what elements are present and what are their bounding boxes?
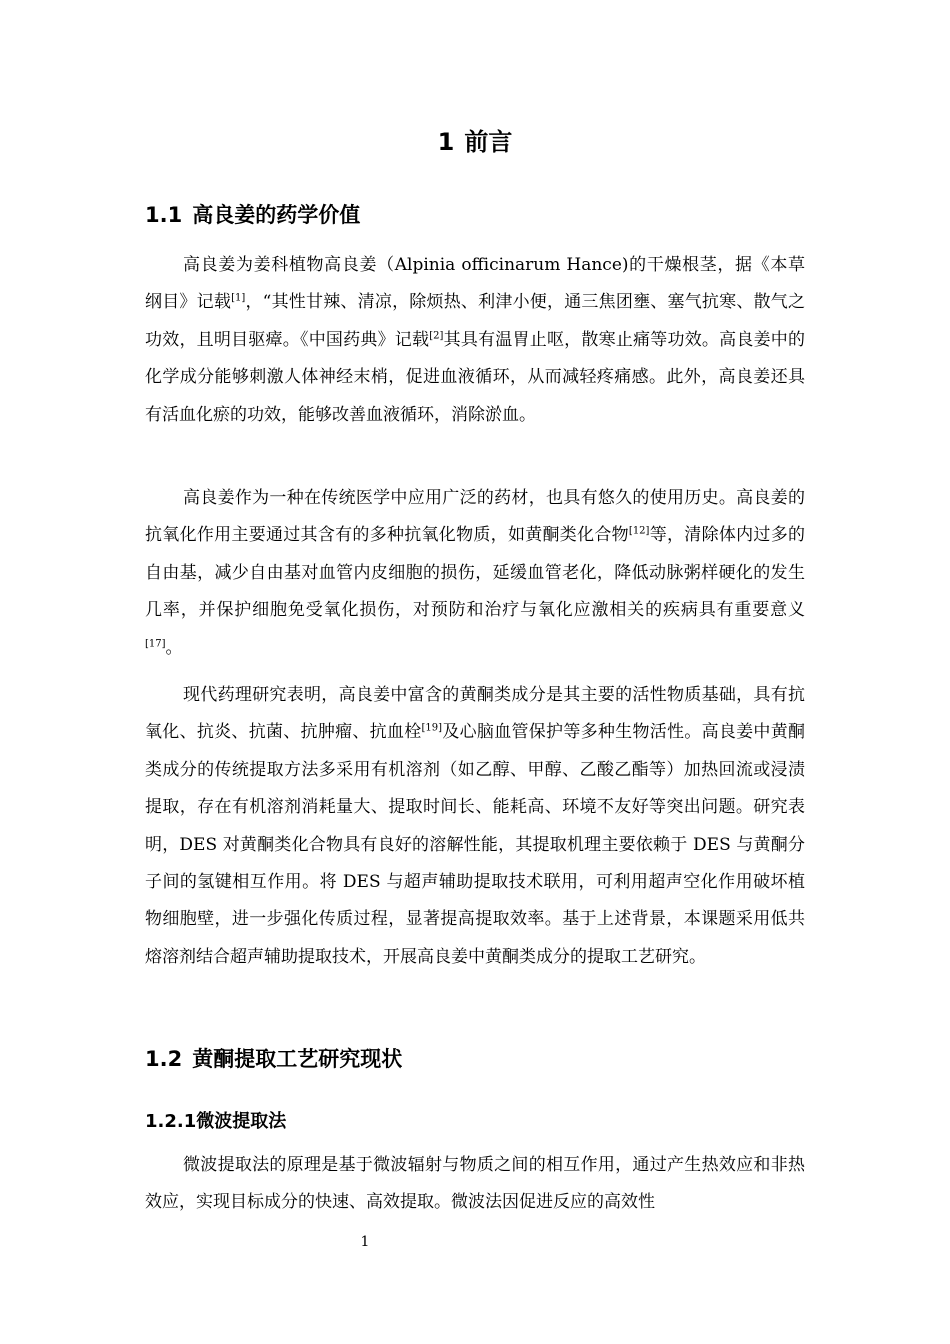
citation-ref: [12]	[628, 525, 650, 537]
paragraph-3	[145, 677, 805, 976]
paragraph-text: 现代药理研究表明，高良姜中富含的黄酮类成分是其主要的活性物质基础，具有抗氧化、抗炎、抗菌、抗肿瘤、抗血栓	[145, 685, 805, 743]
citation-ref: [17]	[145, 637, 166, 649]
section-number: 1.1	[145, 203, 183, 227]
paragraph-text: 高良姜作为一种在传统医学中应用广泛的药材，也具有悠久的使用历史。高良姜的抗氧化作用主要通过其含有的多种抗氧化物质，如黄酮类化合物	[145, 488, 805, 546]
paragraph-text: 。	[165, 637, 183, 658]
section-number: 1.2	[145, 1047, 183, 1071]
citation-ref: [19]	[421, 722, 443, 734]
paragraph-2	[145, 480, 805, 667]
paragraph-text: 及心脑血管保护等多种生物活性。高良姜中黄酮类成分的传统提取方法多采用有机溶剂（如乙醇、甲醇、乙酸乙酯等）加热回流或浸渍提取，存在有机溶剂消耗量大、提取时间长、能耗高、环境不友好等突出问题。研究表明，DES 对黄酮类化合物具有良好的溶解性能，其提取机理主要依赖于 DES 与黄酮分子间的氢键相互作用。将 DES 与超声辅助提取技术联用，可利用超声空化作用破坏植物细胞壁，进一步强化传质过程，显著提高提取效率。基于上述背景，本课题采用低共熔溶剂结合超声辅助提取技术，开展高良姜中黄酮类成分的提取工艺研究。	[145, 722, 806, 967]
section-title: 高良姜的药学价值	[192, 203, 361, 227]
citation-ref: [2]	[429, 330, 444, 342]
paragraph-4	[145, 1147, 805, 1222]
chapter-number: 1	[437, 128, 455, 156]
paragraph-text: 其具有温胃止呕，散寒止痛等功效。高良姜中的化学成分能够刺激人体神经末梢，促进血液循环，从而减轻疼痛感。此外，高良姜还具有活血化瘀的功效，能够改善血液循环，消除淤血。	[145, 329, 806, 425]
section-title: 黄酮提取工艺研究现状	[192, 1047, 403, 1071]
subsection-title: 微波提取法	[196, 1111, 287, 1132]
paragraph-text: ，“其性甘辣、清凉，除烦热、利津小便，通三焦团壅、塞气抗寒、散气之功效，且明目驱瘴。《中国药典》记载	[145, 292, 805, 350]
paragraph-text: 微波提取法的原理是基于微波辐射与物质之间的相互作用，通过产生热效应和非热效应，实现目标成分的快速、高效提取。微波法因促进反应的高效性	[145, 1155, 805, 1213]
subsection-heading-1-2-1	[145, 1107, 286, 1137]
chapter-title: 前言	[464, 128, 513, 156]
citation-ref: [1]	[231, 292, 246, 304]
section-heading-1-1	[145, 198, 360, 232]
paragraph-text: 等，清除体内过多的自由基，减少自由基对血管内皮细胞的损伤，延缓血管老化，降低动脉粥样硬化的发生几率，并保护细胞免受氧化损伤，对预防和治疗与氧化应激相关的疾病具有重要意义	[145, 525, 805, 621]
page-number: 1	[360, 1234, 370, 1250]
subsection-number: 1.2.1	[145, 1111, 197, 1132]
chapter-heading	[0, 122, 950, 162]
paragraph-1	[145, 247, 805, 434]
section-heading-1-2	[145, 1042, 402, 1076]
paragraph-text: 高良姜为姜科植物高良姜（Alpinia officinarum Hance)的干燥根茎，据《本草纲目》记载	[145, 255, 805, 313]
